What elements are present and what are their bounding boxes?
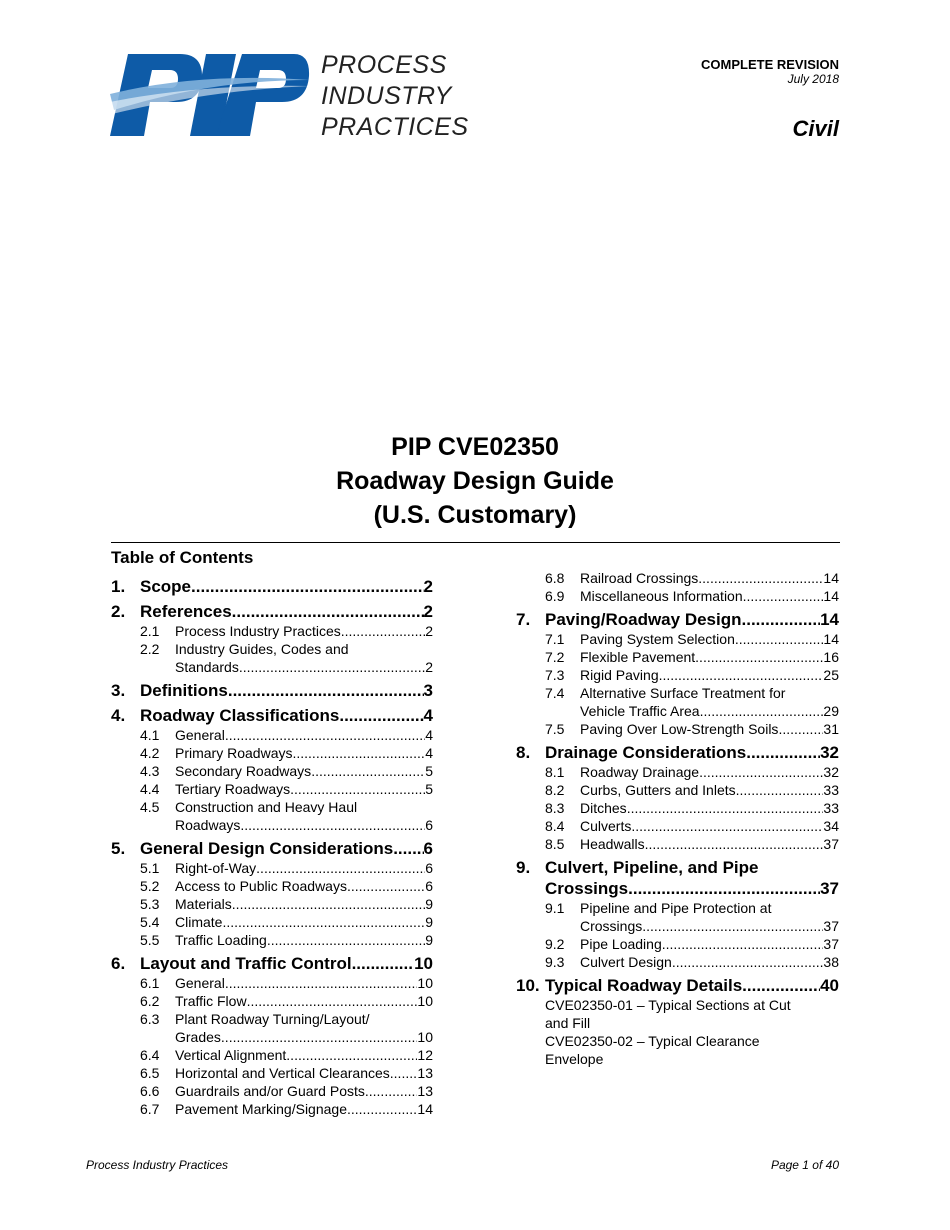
toc-item-2-2[interactable] (111, 640, 433, 658)
toc-item-8-3[interactable] (516, 799, 839, 817)
leader-dots (778, 720, 823, 738)
leader-dots (221, 1028, 418, 1046)
item-label-cont: Grades (175, 1029, 221, 1045)
toc-section-4[interactable] (111, 705, 433, 726)
item-number: 6.7 (140, 1101, 160, 1117)
toc-item-4-3[interactable] (111, 762, 433, 780)
toc-item-4-2[interactable] (111, 744, 433, 762)
item-label: Paving System Selection (580, 631, 735, 647)
toc-item-7-5[interactable] (516, 720, 839, 738)
toc-item-5-3[interactable] (111, 895, 433, 913)
item-label: Pipeline and Pipe Protection at (580, 900, 772, 916)
item-number: 6.2 (140, 993, 160, 1009)
toc-item-9-1[interactable] (516, 899, 839, 917)
item-label: Process Industry Practices (175, 623, 341, 639)
item-number: 5.5 (140, 932, 160, 948)
item-number: 9.2 (545, 936, 565, 952)
item-page: 14 (823, 631, 839, 647)
leader-dots (240, 816, 425, 834)
leader-dots (222, 913, 425, 931)
item-number: 2.1 (140, 623, 160, 639)
toc-item-6-4[interactable] (111, 1046, 433, 1064)
item-number: 6.4 (140, 1047, 160, 1063)
leader-dots (191, 576, 424, 597)
toc-item-6-7[interactable] (111, 1100, 433, 1118)
leader-dots (247, 992, 418, 1010)
item-page: 13 (417, 1065, 433, 1081)
leader-dots (699, 763, 823, 781)
leader-dots (292, 744, 425, 762)
item-number: 2.2 (140, 641, 160, 657)
toc-item-8-5[interactable] (516, 835, 839, 853)
item-number: 5.2 (140, 878, 160, 894)
toc-section-9-cont[interactable] (516, 878, 839, 899)
item-page: 25 (823, 667, 839, 683)
toc-section-10[interactable] (516, 975, 839, 996)
item-number: 8.5 (545, 836, 565, 852)
toc-column-left (111, 572, 433, 1118)
item-label-cont: Crossings (580, 918, 643, 934)
item-page: 9 (425, 932, 433, 948)
section-page: 14 (820, 610, 839, 629)
toc-item-6-2[interactable] (111, 992, 433, 1010)
leader-dots (225, 726, 425, 744)
section-label: Scope (140, 577, 192, 596)
toc-item-4-4[interactable] (111, 780, 433, 798)
toc-section-3[interactable] (111, 680, 433, 701)
toc-item-4-5-cont[interactable] (111, 816, 433, 834)
section-page: 32 (820, 743, 839, 762)
section-number: 7. (516, 610, 531, 629)
item-label: Access to Public Roadways (175, 878, 347, 894)
item-label: Traffic Flow (175, 993, 247, 1009)
leader-dots (347, 1100, 417, 1118)
revision-block (701, 57, 839, 87)
toc-item-6-9[interactable] (516, 587, 839, 605)
title-divider (111, 542, 840, 543)
leader-dots (232, 895, 425, 913)
section-label: Drainage Considerations (545, 743, 747, 762)
toc-item-7-2[interactable] (516, 648, 839, 666)
item-page: 13 (417, 1083, 433, 1099)
section-label: General Design Considerations (140, 839, 394, 858)
leader-dots (239, 658, 425, 676)
leader-dots (339, 705, 423, 726)
toc-section-6[interactable] (111, 953, 433, 974)
item-label: Roadway Drainage (580, 764, 700, 780)
leader-dots (700, 702, 824, 720)
toc-item-8-1[interactable] (516, 763, 839, 781)
item-number: 6.9 (545, 588, 565, 604)
item-page: 14 (823, 588, 839, 604)
item-page: 14 (417, 1101, 433, 1117)
toc-section-2[interactable] (111, 601, 433, 622)
item-number: 5.1 (140, 860, 160, 876)
leader-dots (256, 859, 425, 877)
document-category: Civil (792, 116, 839, 141)
leader-dots (365, 1082, 418, 1100)
item-page: 37 (823, 918, 839, 934)
item-label: Materials (175, 896, 232, 912)
item-label: Horizontal and Vertical Clearances (175, 1065, 390, 1081)
section-page: 2 (423, 577, 433, 596)
toc-item-7-3[interactable] (516, 666, 839, 684)
item-page: 32 (823, 764, 839, 780)
toc-section-5[interactable] (111, 838, 433, 859)
item-number: 9.3 (545, 954, 565, 970)
item-page: 2 (425, 623, 433, 639)
section-label: Roadway Classifications (140, 706, 340, 725)
section-page: 37 (820, 879, 839, 898)
leader-dots (742, 609, 821, 630)
toc-heading: Table of Contents (111, 548, 254, 567)
leader-dots (347, 877, 425, 895)
detail-label: CVE02350-02 – Typical Clearance (545, 1033, 760, 1049)
item-label: Traffic Loading (175, 932, 267, 948)
pip-logo-mark (110, 50, 310, 145)
item-page: 10 (417, 993, 433, 1009)
leader-dots (645, 835, 824, 853)
logo-word-practices: PRACTICES (321, 113, 469, 141)
toc-item-6-1[interactable] (111, 974, 433, 992)
item-number: 9.1 (545, 900, 565, 916)
item-label: Rigid Paving (580, 667, 659, 683)
item-label: Miscellaneous Information (580, 588, 743, 604)
item-number: 7.3 (545, 667, 565, 683)
item-page: 9 (425, 896, 433, 912)
toc-item-2-1[interactable] (111, 622, 433, 640)
title-line-2: Roadway Design Guide (336, 467, 614, 495)
leader-dots (743, 587, 824, 605)
toc-item-6-3-cont[interactable] (111, 1028, 433, 1046)
item-label: Industry Guides, Codes and (175, 641, 349, 657)
section-number: 9. (516, 858, 531, 877)
leader-dots (232, 601, 424, 622)
toc-section-8[interactable] (516, 742, 839, 763)
section-number: 3. (111, 681, 126, 700)
toc-item-6-6[interactable] (111, 1082, 433, 1100)
logo-word-industry: INDUSTRY (321, 82, 452, 110)
leader-dots (393, 838, 423, 859)
section-page: 4 (423, 706, 433, 725)
leader-dots (290, 780, 425, 798)
item-label: Climate (175, 914, 223, 930)
section-page: 10 (414, 954, 433, 973)
item-label: Curbs, Gutters and Inlets (580, 782, 736, 798)
item-page: 10 (417, 975, 433, 991)
item-label: Headwalls (580, 836, 645, 852)
leader-dots (631, 817, 823, 835)
item-label-cont: Standards (175, 659, 239, 675)
item-label: Right-of-Way (175, 860, 257, 876)
toc-item-6-8[interactable] (516, 569, 839, 587)
item-page: 10 (417, 1029, 433, 1045)
section-page: 40 (820, 976, 839, 995)
toc-item-9-3[interactable] (516, 953, 839, 971)
footer-publisher: Process Industry Practices (86, 1158, 229, 1172)
logo-word-process: PROCESS (321, 51, 447, 79)
revision-date: July 2018 (787, 72, 839, 86)
item-label: Vertical Alignment (175, 1047, 287, 1063)
detail-label-cont: Envelope (545, 1051, 604, 1067)
item-number: 6.1 (140, 975, 160, 991)
toc-column-right (516, 569, 839, 1068)
section-label-cont: Crossings (545, 879, 629, 898)
toc-detail-2[interactable] (516, 1032, 839, 1068)
item-number: 8.2 (545, 782, 565, 798)
item-number: 6.6 (140, 1083, 160, 1099)
item-page: 6 (425, 878, 433, 894)
section-label: Layout and Traffic Control (140, 954, 352, 973)
item-label: Railroad Crossings (580, 570, 699, 586)
item-number: 5.3 (140, 896, 160, 912)
item-number: 6.8 (545, 570, 565, 586)
leader-dots (746, 742, 820, 763)
toc-item-9-2[interactable] (516, 935, 839, 953)
item-page: 34 (823, 818, 839, 834)
leader-dots (311, 762, 425, 780)
toc-item-5-1[interactable] (111, 859, 433, 877)
toc-item-9-1-cont[interactable] (516, 917, 839, 935)
leader-dots (225, 974, 418, 992)
toc-item-7-1[interactable] (516, 630, 839, 648)
section-number: 2. (111, 602, 126, 621)
pip-logo (110, 50, 490, 145)
leader-dots (352, 953, 415, 974)
item-number: 7.5 (545, 721, 565, 737)
leader-dots (662, 935, 824, 953)
item-page: 33 (823, 800, 839, 816)
leader-dots (735, 630, 824, 648)
detail-label: CVE02350-01 – Typical Sections at Cut (545, 997, 791, 1013)
leader-dots (698, 569, 823, 587)
section-number: 5. (111, 839, 126, 858)
item-page: 38 (823, 954, 839, 970)
title-line-3: (U.S. Customary) (373, 501, 577, 529)
section-number: 8. (516, 743, 531, 762)
section-number: 4. (111, 706, 126, 725)
item-number: 6.5 (140, 1065, 160, 1081)
toc-item-4-1[interactable] (111, 726, 433, 744)
item-number: 7.1 (545, 631, 565, 647)
leader-dots (642, 917, 823, 935)
leader-dots (695, 648, 823, 666)
item-page: 31 (823, 721, 839, 737)
item-label: General (175, 975, 225, 991)
item-page: 5 (425, 781, 433, 797)
item-page: 29 (823, 703, 839, 719)
section-label: References (140, 602, 232, 621)
item-page: 37 (823, 836, 839, 852)
leader-dots (736, 781, 824, 799)
toc-item-5-5[interactable] (111, 931, 433, 949)
item-label-cont: Vehicle Traffic Area (580, 703, 700, 719)
toc-item-8-4[interactable] (516, 817, 839, 835)
revision-label: COMPLETE REVISION (701, 57, 839, 72)
item-number: 8.4 (545, 818, 565, 834)
leader-dots (286, 1046, 417, 1064)
toc-section-7[interactable] (516, 609, 839, 630)
document-title (0, 430, 950, 532)
item-label: Primary Roadways (175, 745, 293, 761)
item-page: 4 (425, 727, 433, 743)
item-number: 4.3 (140, 763, 160, 779)
toc-item-4-5[interactable] (111, 798, 433, 816)
section-page: 6 (423, 839, 433, 858)
section-number: 6. (111, 954, 126, 973)
item-page: 5 (425, 763, 433, 779)
item-number: 7.2 (545, 649, 565, 665)
leader-dots (659, 666, 824, 684)
leader-dots (672, 953, 824, 971)
item-label: Culverts (580, 818, 632, 834)
toc-item-7-4[interactable] (516, 684, 839, 702)
item-label: Pavement Marking/Signage (175, 1101, 347, 1117)
item-page: 2 (425, 659, 433, 675)
item-label: Flexible Pavement (580, 649, 696, 665)
toc-section-9[interactable] (516, 857, 839, 878)
leader-dots (267, 931, 425, 949)
toc-item-8-2[interactable] (516, 781, 839, 799)
section-number: 10. (516, 976, 540, 995)
item-label: Secondary Roadways (175, 763, 312, 779)
item-label: Pipe Loading (580, 936, 662, 952)
section-label: Definitions (140, 681, 228, 700)
toc-item-2-2-cont[interactable] (111, 658, 433, 676)
toc-item-6-5[interactable] (111, 1064, 433, 1082)
item-label: Ditches (580, 800, 627, 816)
toc-detail-1[interactable] (516, 996, 839, 1032)
item-number: 4.1 (140, 727, 160, 743)
item-number: 8.1 (545, 764, 565, 780)
item-number: 8.3 (545, 800, 565, 816)
section-number: 1. (111, 577, 126, 596)
item-number: 4.4 (140, 781, 160, 797)
item-label: Culvert Design (580, 954, 672, 970)
leader-dots (628, 878, 820, 899)
item-page: 6 (425, 817, 433, 833)
toc-item-5-4[interactable] (111, 913, 433, 931)
section-label: Typical Roadway Details (545, 976, 743, 995)
item-page: 14 (823, 570, 839, 586)
item-label: Alternative Surface Treatment for (580, 685, 786, 701)
toc-item-6-3[interactable] (111, 1010, 433, 1028)
leader-dots (390, 1064, 418, 1082)
section-page: 3 (423, 681, 433, 700)
item-number: 5.4 (140, 914, 160, 930)
logo-wordmark (321, 50, 469, 143)
item-page: 9 (425, 914, 433, 930)
item-page: 6 (425, 860, 433, 876)
detail-label-cont: and Fill (545, 1015, 591, 1031)
title-line-1: PIP CVE02350 (391, 433, 559, 461)
footer-page-number: Page 1 of 40 (770, 1158, 839, 1172)
toc-item-7-4-cont[interactable] (516, 702, 839, 720)
item-page: 16 (823, 649, 839, 665)
item-number: 4.5 (140, 799, 160, 815)
item-page: 33 (823, 782, 839, 798)
toc-section-1[interactable] (111, 576, 433, 597)
item-number: 6.3 (140, 1011, 160, 1027)
item-label: Tertiary Roadways (175, 781, 291, 797)
leader-dots (742, 975, 820, 996)
item-page: 4 (425, 745, 433, 761)
leader-dots (627, 799, 824, 817)
item-label: Paving Over Low-Strength Soils (580, 721, 779, 737)
item-number: 7.4 (545, 685, 565, 701)
leader-dots (341, 622, 425, 640)
item-label: General (175, 727, 225, 743)
section-label: Culvert, Pipeline, and Pipe (545, 858, 759, 877)
item-page: 37 (823, 936, 839, 952)
item-label-cont: Roadways (175, 817, 241, 833)
section-label: Paving/Roadway Design (545, 610, 742, 629)
item-page: 12 (417, 1047, 433, 1063)
item-label: Construction and Heavy Haul (175, 799, 358, 815)
leader-dots (228, 680, 424, 701)
item-number: 4.2 (140, 745, 160, 761)
section-page: 2 (423, 602, 433, 621)
item-label: Plant Roadway Turning/Layout/ (175, 1011, 370, 1027)
item-label: Guardrails and/or Guard Posts (175, 1083, 365, 1099)
toc-item-5-2[interactable] (111, 877, 433, 895)
